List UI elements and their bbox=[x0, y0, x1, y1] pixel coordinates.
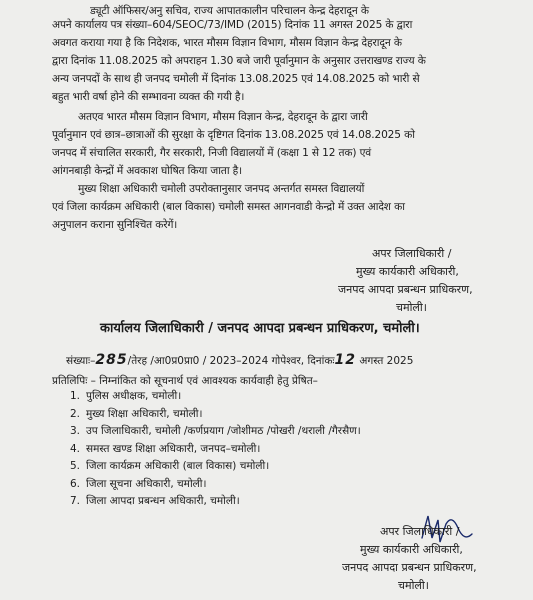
reference-line bbox=[66, 352, 413, 368]
body-line: अपने कार्यालय पत्र संख्या–604/SEOC/73/IMD (2015) दिनांक 11 अगस्त 2025 के द्वारा bbox=[52, 19, 413, 31]
copy-to-label: प्रतिलिपिः – निम्नांकित को सूचनार्थ एवं आवश्यक कार्यवाही हेतु प्रेषित– bbox=[52, 375, 318, 387]
list-item: 2. मुख्य शिक्षा अधिकारी, चमोली। bbox=[70, 407, 203, 420]
signature-line: चमोली। bbox=[396, 301, 427, 314]
body-line: एवं जिला कार्यक्रम अधिकारी (बाल विकास) चमोली समस्त आगनवाडी केन्द्रो में उक्त आदेश का bbox=[52, 201, 405, 213]
body-line: जनपद में संचालित सरकारी, गैर सरकारी, निजी विद्यालयों में (कक्षा 1 से 12 तक) एवं bbox=[52, 147, 372, 159]
list-item: 7. जिला आपदा प्रबन्धन अधिकारी, चमोली। bbox=[70, 495, 240, 507]
list-item: 3. उप जिलाधिकारी, चमोली /कर्णप्रयाग /जोशीमठ /पोखरी /थराली /गैरसैण। bbox=[70, 425, 361, 437]
body-line: अतएव भारत मौसम विज्ञान विभाग, मौसम विज्ञान केन्द्र, देहरादून के द्वारा जारी bbox=[78, 111, 368, 123]
signature-line: अपर जिलाधिकारी / bbox=[372, 247, 452, 260]
ref-suffix: अगस्त 2025 bbox=[356, 355, 414, 367]
body-line: अन्य जनपदों के साथ ही जनपद चमोली में दिनांक 13.08.2025 एवं 14.08.2025 को भारी से bbox=[52, 73, 420, 85]
office-heading: कार्यालय जिलाधिकारी / जनपद आपदा प्रबन्धन प्राधिकरण, चमोली। bbox=[100, 321, 420, 336]
body-line: अवगत कराया गया है कि निदेशक, भारत मौसम विज्ञान विभाग, मौसम विज्ञान केन्द्र देहरादून के bbox=[52, 37, 402, 49]
recipient-list bbox=[70, 388, 361, 511]
ref-prefix: संख्याः– bbox=[66, 355, 96, 367]
signature-line: जनपद आपदा प्रबन्धन प्राधिकरण, bbox=[342, 561, 477, 574]
body-line: आंगनबाड़ी केन्द्रों में अवकाश घोषित किया जाता है। bbox=[52, 165, 242, 177]
body-line: ड्यूटी ऑफिसर/अनु सचिव, राज्य आपातकालीन परिचालन केन्द्र देहरादून के bbox=[90, 5, 369, 17]
list-item: 1. पुलिस अधीक्षक, चमोली। bbox=[70, 390, 182, 402]
ref-middle: /तेरह /आ0प्र0प्रा0 / 2023–2024 गोपेश्वर, दिनांकः bbox=[127, 355, 335, 367]
body-line: बहुत भारी वर्षा होने की सम्भावना व्यक्त की गयी है। bbox=[52, 91, 245, 103]
list-item: 5. जिला कार्यक्रम अधिकारी (बाल विकास) चमोली। bbox=[70, 460, 270, 472]
signature-line: चमोली। bbox=[398, 579, 429, 592]
signature-line: मुख्य कार्यकारी अधिकारी, bbox=[356, 265, 459, 278]
body-line: मुख्य शिक्षा अधिकारी चमोली उपरोक्तानुसार जनपद अन्तर्गत समस्त विद्यालयों bbox=[78, 183, 365, 195]
ref-day-handwritten: 12 bbox=[334, 352, 356, 368]
body-line: अनुपालन कराना सुनिश्चित करेगें। bbox=[52, 219, 178, 231]
body-line: द्वारा दिनांक 11.08.2025 को अपराहन 1.30 बजे जारी पूर्वानुमान के अनुसार उत्तराखण्ड राज्य के bbox=[52, 55, 426, 67]
body-line: पूर्वानुमान एवं छात्र–छात्राओं की सुरक्षा के दृष्टिगत दिनांक 13.08.2025 एवं 14.08.2025 को bbox=[52, 129, 415, 141]
list-item: 4. समस्त खण्ड शिक्षा अधिकारी, जनपद–चमोली। bbox=[70, 442, 261, 455]
ref-number-handwritten: 285 bbox=[95, 352, 128, 368]
signature-line: अपर जिलाधिकारी / bbox=[380, 525, 460, 538]
list-item: 6. जिला सूचना अधिकारी, चमोली। bbox=[70, 477, 207, 490]
signature-line: मुख्य कार्यकारी अधिकारी, bbox=[360, 543, 463, 556]
signature-line: जनपद आपदा प्रबन्धन प्राधिकरण, bbox=[338, 283, 473, 296]
